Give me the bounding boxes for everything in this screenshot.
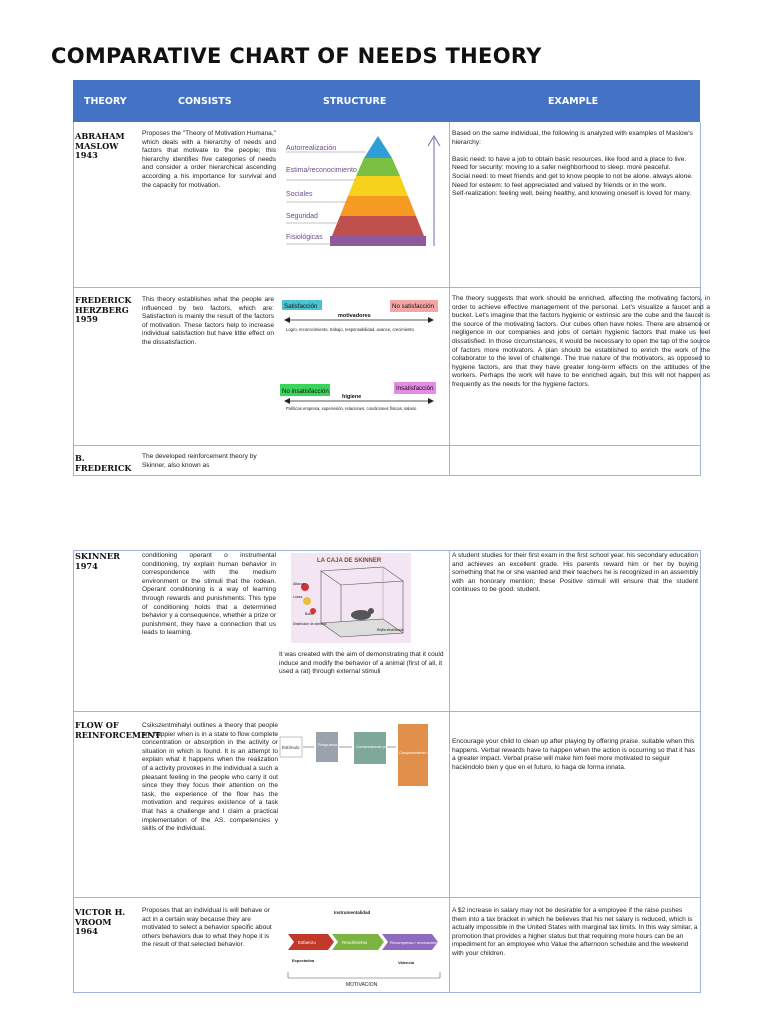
vroom-label: Valencia	[398, 960, 415, 965]
flow-step: Comportamiento deseable repetido	[399, 751, 456, 755]
example-line	[452, 147, 698, 156]
header-theory: THEORY	[84, 96, 127, 107]
example-line: Self-realization: feeling well, being healthy, and knowing oneself is loved for many.	[452, 190, 692, 198]
pyramid-label: Autorrealización	[286, 145, 337, 152]
diagram-label: Insatisfacción	[396, 385, 434, 392]
vroom-label: Expectativa	[292, 958, 315, 963]
row-divider	[73, 897, 701, 898]
diagram-label: Satisfacción	[284, 303, 318, 310]
consists-herzberg: This theory establishes what the people are influenced by two factors, which are: Satisfaction is mainly the result of the factors of motivation. These factors help to increase individual satisfaction but have little effect on the dissatisfaction.	[142, 296, 274, 346]
header-example: EXAMPLE	[548, 96, 599, 107]
example-line: Social need: to meet friends and get to know people to not be alone. always alone.	[452, 172, 693, 180]
table-border	[449, 122, 450, 475]
theory-skinner-start: B. FREDERICK	[75, 453, 132, 473]
vroom-label: MOTIVACION	[346, 982, 378, 988]
skinner-caption: It was created with the aim of demonstrating that it could induce and modify the behavior of a animal (first of all, it used a rat) through external stimuli	[279, 651, 444, 676]
vroom-label: Instrumentalidad	[334, 910, 371, 915]
skinner-box-figure	[291, 553, 411, 643]
vroom-label: Esfuerzo	[298, 940, 316, 945]
diagram-label: motivadores	[338, 313, 371, 319]
diagram-label: Logro, reconocimiento, trabajo, responsabilidad, avance, crecimiento	[286, 327, 414, 332]
example-maslow	[452, 130, 698, 199]
page-title: COMPARATIVE CHART OF NEEDS THEORY	[51, 44, 542, 68]
vroom-diagram	[286, 906, 445, 988]
box-label: Altavoz	[293, 582, 305, 586]
table-header	[73, 80, 700, 122]
flow-step: Consecuencia positiva	[356, 744, 397, 749]
row-divider	[73, 711, 701, 712]
example-line: Basic need: to have a job to obtain basic resources, like food and a place to live.	[452, 155, 687, 163]
vroom-label: Rendimiento	[342, 940, 368, 945]
vroom-label: Recompensa / reconocimiento	[390, 940, 445, 945]
table-border	[449, 550, 450, 993]
consists-maslow: Proposes the "Theory of Motivation Humana," which deals with a hierarchy of needs and factors that motivate to the people; this hierarchy identifies five categories of needs and consider a order hierarchical ascending according a his importance for survival and the capacity for motivation.	[142, 130, 276, 189]
diagram-label: Políticas empresa, supervisión, relaciones, condiciones físicas, salario	[286, 406, 417, 411]
consists-skinner: conditioning operant o instrumental conditioning, try explain human behavior in correspondence with the medium environment or the stimuli that the rodean. Operant conditioning is a way of learning through rewards and punishments. This type of conditioning holds that a determined behavior y a consequence, whether a prize or punishment, they have a connection that us leads to learning.	[142, 552, 276, 637]
diagram-label: No satisfacción	[392, 303, 434, 310]
table-border	[73, 122, 74, 475]
example-line: Based on the same individual, the following is analyzed with examples of Maslow's hierarchy:	[452, 130, 693, 146]
theory-maslow: ABRAHAM MASLOW 1943	[75, 131, 125, 160]
theory-herzberg: FREDERICK HERZBERG 1959	[75, 295, 132, 324]
table-border	[73, 550, 701, 551]
consists-skinner-start: The developed reinforcement theory by Skinner, also known as	[142, 453, 257, 469]
diagram-label: No insatisfacción	[282, 388, 329, 395]
theory-vroom: VICTOR H. VROOM 1964	[75, 907, 126, 936]
example-line: Need for esteem: to feel appreciated and valued by friends or in the work.	[452, 181, 667, 189]
pyramid-label: Fisiológicas	[286, 234, 323, 241]
box-label: Rejilla electrificada	[377, 628, 404, 632]
flow-step: Respuesta deseada	[318, 742, 354, 747]
theory-flow: FLOW OF REINFORCEMENT	[75, 720, 161, 740]
box-label: Distribuidor de alimento	[293, 622, 327, 626]
table-border	[73, 475, 701, 476]
example-herzberg: The theory suggests that work should be enriched, affecting the motivating factors, in order to achieve effective management of the personal. Let's visualize a faucet and a bucket. Let's imagine that the factors hygienic or extrinsic are the cube and the faucet is the source of the motivating factors. Our cubes often have holes. There are absence or negligence in our companies and jobs of certain hygienic factors that make us feel dissatisfied. In those circumstances, it would be necessary to open the tap of the source of factors more motivators. A plan should be established to enrich the work of the collaborator to the level of challenge. The true nature of the motivators, as opposed to hygiene factors, are that they have greater long-term effects on the attitudes of the workers. Perhaps the work will have to be enriched again, but this will not happen as frequently as the needs for the hygiene factors.	[452, 295, 710, 388]
pyramid-label: Estima/reconocimiento	[286, 167, 357, 174]
table-border	[73, 550, 74, 993]
pyramid-label: Sociales	[286, 191, 313, 198]
example-flow: Encourage your child to clean up after playing by offering praise. suitable when this happens. Verbal rewards have to happen when the action is occurring so that it has a greater impact. Verbal praise will make him feel more motivated to seguir haciéndolo bien y que en el futuro, lo haga de forma innata.	[452, 738, 696, 771]
example-skinner: A student studies for their first exam in the first school year. his secondary education and achieves an excellent grade. His parents reward him or her by buying something that he or she wanted and their teachers he is recognized in an assembly with an honorary mention; these Positive stimuli will ensure that the student continues to be good. student.	[452, 552, 698, 594]
theory-skinner: SKINNER 1974	[75, 551, 120, 571]
box-label: Botón	[305, 612, 315, 616]
flow-diagram	[280, 724, 456, 788]
consists-vroom: Proposes that an individual is will behave or act in a certain way because they are motivated to select a behavior specific about others behaviors due to what they hope it is the result of that selected behavior.	[142, 907, 272, 949]
example-vroom: A $2 increase in salary may not be desirable for a employee if the raise pushes them into a tax bracket in which he believes that his net salary is reduced, which is actually impossible in the United States with marginal tax limits. In this way similar, a promotion that provides a higher status but that requiring more hours can be an impediment for an employee who Value the afternoon schedule and the weekend with your children.	[452, 907, 698, 957]
example-line: Need for security: moving to a safer neighborhood to sleep. more peaceful.	[452, 164, 671, 172]
header-structure: STRUCTURE	[323, 96, 387, 107]
box-label: Luces	[293, 595, 303, 599]
consists-flow: Csikszentmihalyi outlines a theory that people are happier when is in a state to flow complete concentration or absorption in the activity or situation in which is found. It is an attempt to explain what it happens when the realization of a activity provokes in the individual a such a pleasant feeling in the people who carry it out since they they focus their attention on the task, the experience of the flow has the motivation and requires existence of a task that has a challenge and I claim a practical implementation of the AS. competencies y skills of the individual.	[142, 722, 278, 833]
header-consists: CONSISTS	[178, 96, 232, 107]
row-divider	[73, 445, 701, 446]
flow-step: Estímulo	[282, 745, 300, 750]
row-divider	[73, 287, 701, 288]
table-border	[73, 992, 701, 993]
maslow-pyramid-figure	[282, 128, 444, 252]
pyramid-label: Seguridad	[286, 213, 318, 220]
box-title: LA CAJA DE SKINNER	[317, 558, 382, 564]
herzberg-diagram	[280, 298, 440, 418]
table-border	[700, 550, 701, 993]
diagram-label: higiene	[342, 394, 362, 400]
